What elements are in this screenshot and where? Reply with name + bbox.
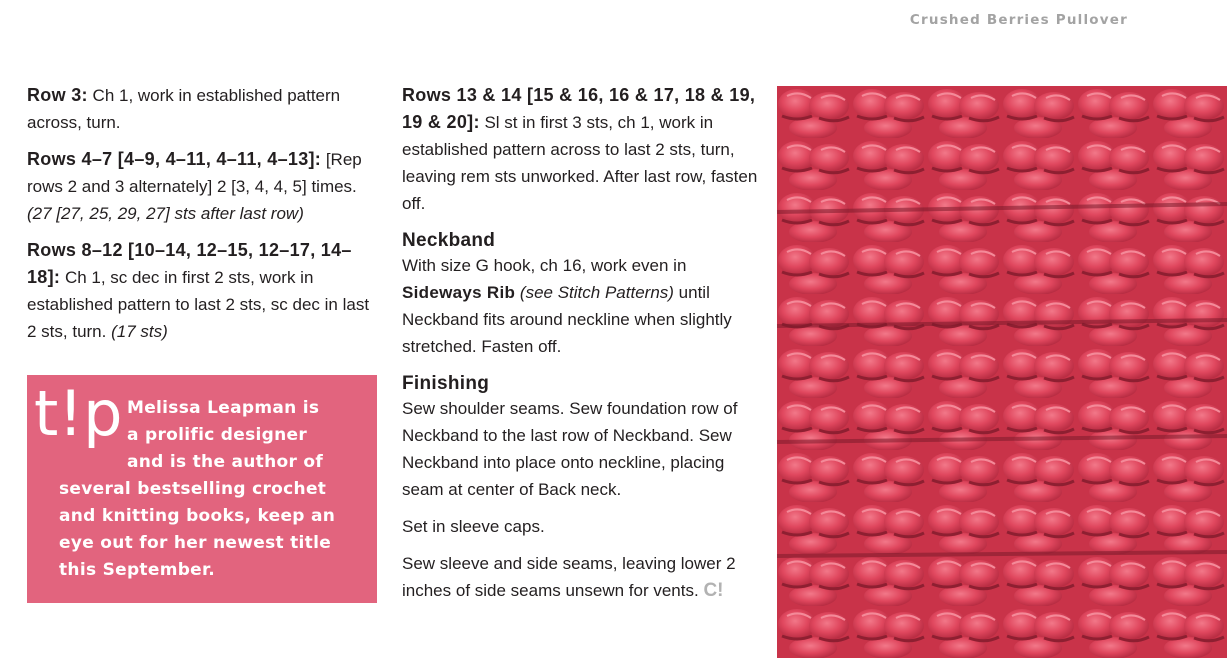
row-text: [Rep rows 2 and 3 alternately] 2 [3, 4, 4, 5] times.	[27, 150, 362, 196]
rows-13-14-instruction	[402, 82, 758, 217]
column-middle	[402, 82, 758, 614]
tip-line: eye out for her newest title	[59, 533, 332, 553]
tip-line: several bestselling crochet	[59, 479, 327, 499]
finishing-heading: Finishing	[402, 373, 490, 394]
tip-line: Melissa Leapman is	[127, 398, 320, 418]
stitch-count-note: (27 [27, 25, 29, 27] sts after last row)	[27, 204, 304, 223]
stitch-count-note: (17 sts)	[111, 322, 168, 341]
finishing-text-2: Set in sleeve caps.	[402, 517, 545, 536]
running-head: Crushed Berries Pullover	[909, 12, 1128, 28]
crochet-swatch-photo	[777, 86, 1227, 658]
column-left	[27, 82, 375, 355]
tip-box	[27, 375, 377, 603]
tip-line: a prolific designer	[127, 425, 308, 445]
neckband-text-part: until Neckband fits around neckline when slightly stretched. Fasten off.	[402, 283, 732, 356]
finishing-text-1: Sew shoulder seams. Sew foundation row of Neckband to the last row of Neckband. Sew Neckband into place onto neckline, placing seam at center of Back neck.	[402, 399, 738, 499]
neckband-text-part: With size G hook, ch 16, work even in	[402, 256, 687, 275]
cross-reference: (see Stitch Patterns)	[515, 283, 674, 302]
tip-line: and is the author of	[127, 452, 324, 472]
row-text: Sl st in first 3 sts, ch 1, work in established pattern across to last 2 sts, turn, leaving rem sts unworked. After last row, fasten off.	[402, 113, 758, 213]
row-3-instruction	[27, 82, 375, 136]
rows-8-12-instruction	[27, 237, 375, 345]
finishing-text-3	[402, 550, 758, 604]
row-text: Ch 1, work in established pattern across, turn.	[27, 86, 341, 132]
stitch-name: Sideways Rib	[402, 283, 516, 302]
neckband-heading: Neckband	[402, 230, 496, 251]
row-text: Ch 1, sc dec in first 2 sts, work in established pattern to last 2 sts, sc dec in last 2 sts, turn.	[27, 268, 370, 341]
finishing-text-part: Sew sleeve and side seams, leaving lower 2 inches of side seams unsewn for vents.	[402, 554, 736, 600]
row-label: Rows 4–7 [4–9, 4–11, 4–11, 4–13]:	[27, 149, 322, 169]
end-mark: C!	[703, 580, 724, 601]
tip-line: and knitting books, keep an	[59, 506, 336, 526]
tip-text	[59, 395, 364, 584]
tip-logo-text: t!p	[34, 377, 123, 450]
tip-line: this September.	[59, 560, 216, 580]
neckband-text	[402, 252, 758, 360]
rows-4-7-instruction	[27, 146, 375, 227]
row-label: Rows 13 & 14 [15 & 16, 16 & 17, 18 & 19, 19 & 20]:	[402, 85, 756, 132]
row-label: Rows 8–12 [10–14, 12–15, 12–17, 14–18]:	[27, 240, 352, 287]
row-label: Row 3:	[27, 85, 88, 105]
